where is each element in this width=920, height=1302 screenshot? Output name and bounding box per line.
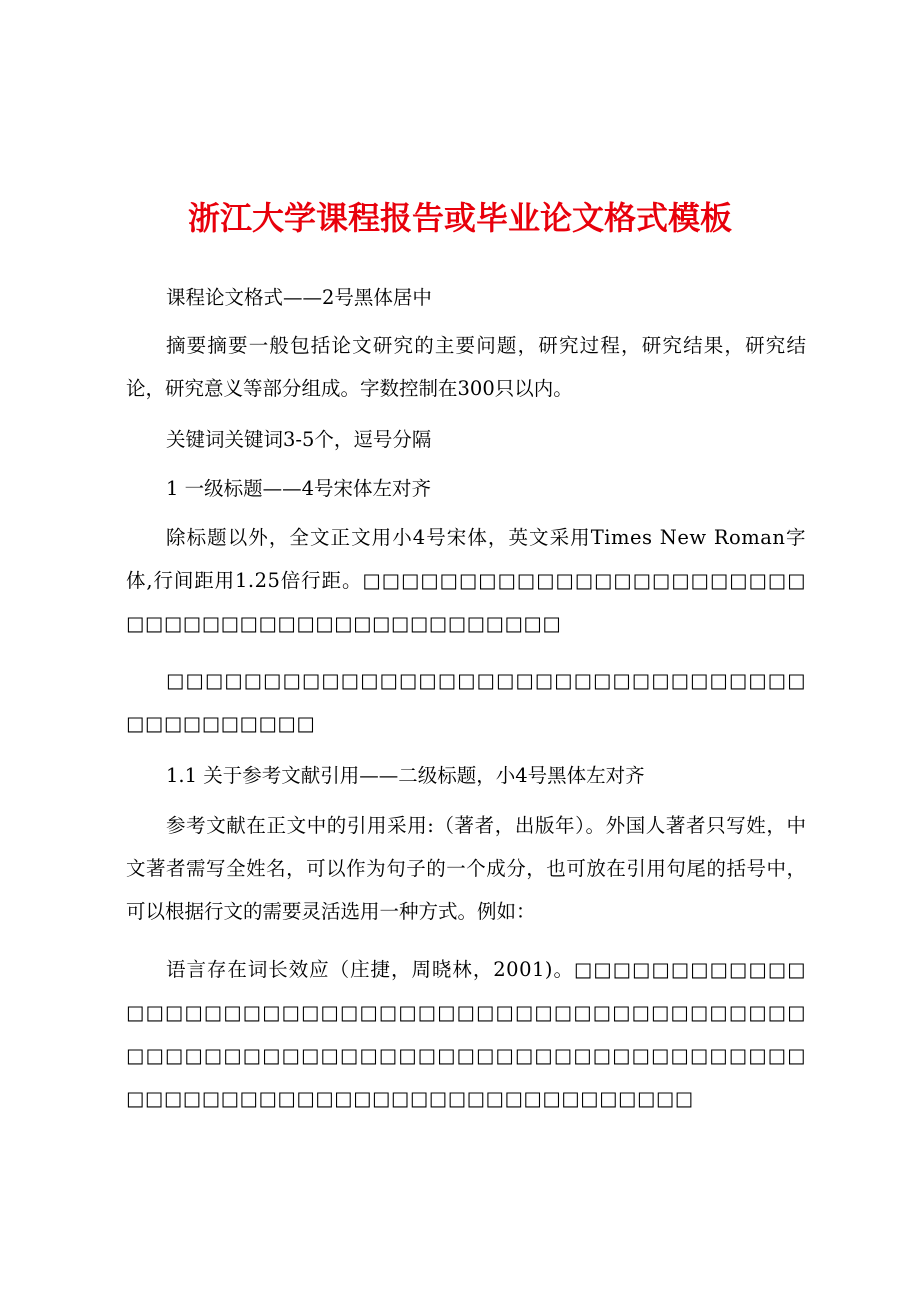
paragraph-citation-rules: 参考文献在正文中的引用采用:（著者，出版年）。外国人著者只写姓，中文著者需写全姓名，可以作为句子的一个成分，也可放在引用句尾的括号中，可以根据行文的需要灵活选用一种方式。例如： xyxy=(126,814,806,923)
heading-level-2: 1.1 关于参考文献引用——二级标题，小4号黑体左对齐 xyxy=(166,764,645,787)
paragraph-keywords: 关键词关键词3-5个，逗号分隔 xyxy=(166,428,432,451)
document-title: 浙江大学课程报告或毕业论文格式模板 xyxy=(187,199,732,237)
heading-level-1: 1 一级标题——4号宋体左对齐 xyxy=(166,477,432,500)
paragraph-format-note: 课程论文格式——2号黑体居中 xyxy=(166,286,432,309)
paragraph-citation-example: 语言存在词长效应（庄捷，周晓林，2001)。□□□□□□□□□□□□□□□□□□□□□□□□□□□□□□□□□□□□□□□□□□□□□□□□□□□□□□□□□□□□□□□□□□□□□□□□□□□□□□□□□□□□□□□□□□□□□□□□□□□□□□□□□□□□□□□□ xyxy=(126,958,806,1110)
paragraph-abstract: 摘要摘要一般包括论文研究的主要问题，研究过程，研究结果，研究结论，研究意义等部分组成。字数控制在300只以内。 xyxy=(126,334,806,400)
paragraph-body-format: 除标题以外，全文正文用小4号宋体，英文采用Times New Roman字体,行间距用1.25倍行距。□□□□□□□□□□□□□□□□□□□□□□□□□□□□□□□□□□□□□□□□□□□□□□ xyxy=(126,526,806,635)
paragraph-placeholder: □□□□□□□□□□□□□□□□□□□□□□□□□□□□□□□□□□□□□□□□□□□ xyxy=(126,669,806,735)
